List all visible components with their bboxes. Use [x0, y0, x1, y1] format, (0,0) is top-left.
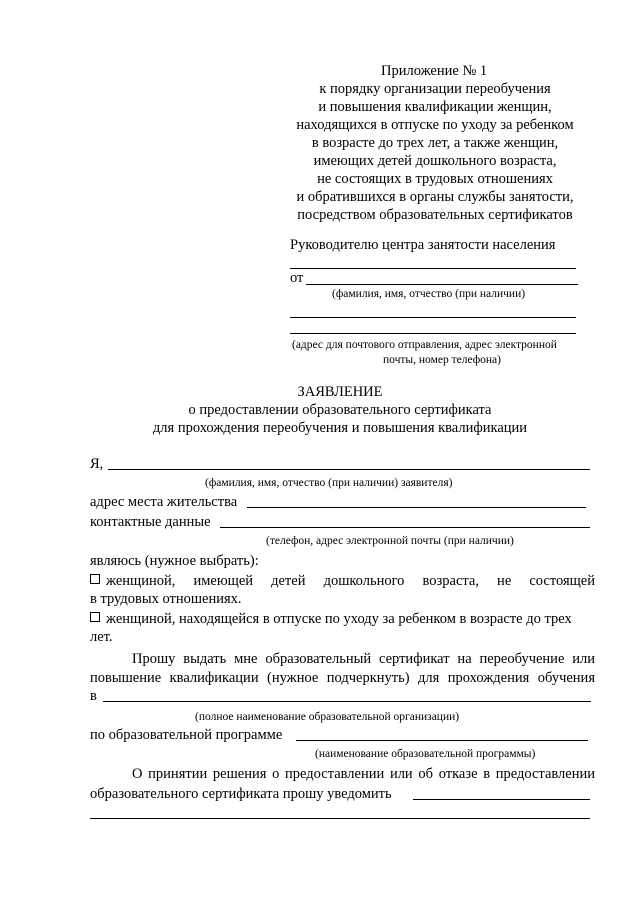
program-label: по образовательной программе [90, 727, 283, 743]
appendix-line: имеющих детей дошкольного возраста, [313, 153, 557, 169]
option-1-cont: в трудовых отношениях. [90, 591, 242, 607]
addressee-to: Руководителю центра занятости населения [290, 237, 556, 253]
notify-line[interactable] [413, 799, 590, 800]
appendix-line: к порядку организации переобучения [319, 81, 551, 97]
option-2-checkbox[interactable] [90, 612, 100, 622]
notify-line-2: образовательного сертификата прошу уведомить [90, 786, 392, 802]
appendix-line: не состоящих в трудовых отношениях [317, 171, 553, 187]
addressee-center-line[interactable] [290, 268, 576, 269]
option-2[interactable] [90, 610, 572, 628]
program-line[interactable] [296, 740, 588, 741]
contacts-label: контактные данные [90, 514, 211, 530]
option-1[interactable] [90, 572, 595, 590]
applicant-name-line[interactable] [108, 469, 590, 470]
address-hint-2: почты, номер телефона) [383, 354, 501, 366]
appendix-line: и повышения квалификации женщин, [318, 99, 552, 115]
address-line-2[interactable] [290, 333, 576, 334]
residence-line[interactable] [247, 507, 586, 508]
option-1-checkbox[interactable] [90, 574, 100, 584]
appendix-line: в возрасте до трех лет, а также женщин, [311, 135, 559, 151]
contacts-line[interactable] [220, 527, 590, 528]
name-hint: (фамилия, имя, отчество (при наличии) [332, 288, 526, 300]
in-label: в [90, 688, 97, 704]
notify-line-1: О принятии решения о предоставлении или об отказе в предоставлении [132, 766, 595, 782]
option-2-text: женщиной, находящейся в отпуске по уходу за ребенком в возрасте до трех [106, 611, 572, 627]
program-hint: (наименование образовательной программы) [315, 748, 536, 760]
address-hint-1: (адрес для почтового отправления, адрес электронной [292, 339, 557, 351]
option-2-cont: лет. [90, 629, 113, 645]
document-title: ЗАЯВЛЕНИЕ [297, 384, 383, 400]
from-label: от [290, 270, 304, 286]
applicant-hint: (фамилия, имя, отчество (при наличии) заявителя) [205, 477, 453, 489]
contacts-hint: (телефон, адрес электронной почты (при наличии) [266, 535, 514, 547]
residence-label: адрес места жительства [90, 494, 238, 510]
notify-line-extra[interactable] [90, 818, 590, 819]
address-line-1[interactable] [290, 317, 576, 318]
appendix-number: Приложение № 1 [381, 63, 488, 79]
appendix-line: посредством образовательных сертификатов [297, 207, 573, 223]
choose-label: являюсь (нужное выбрать): [90, 553, 259, 569]
org-hint: (полное наименование образовательной организации) [195, 711, 460, 723]
option-1-text: женщиной, имеющей детей дошкольного возраста, не состоящей [106, 573, 595, 589]
request-line-2: повышение квалификации (нужное подчеркнуть) для прохождения обучения [90, 670, 595, 686]
document-subtitle-2: для прохождения переобучения и повышения квалификации [152, 420, 528, 436]
organization-line[interactable] [103, 701, 591, 702]
appendix-line: находящихся в отпуске по уходу за ребенком [296, 117, 574, 133]
appendix-line: и обратившихся в органы службы занятости, [296, 189, 574, 205]
i-label: Я, [90, 456, 104, 472]
document-subtitle-1: о предоставлении образовательного сертификата [188, 402, 492, 418]
request-line-1: Прошу выдать мне образовательный сертификат на переобучение или [132, 651, 595, 667]
